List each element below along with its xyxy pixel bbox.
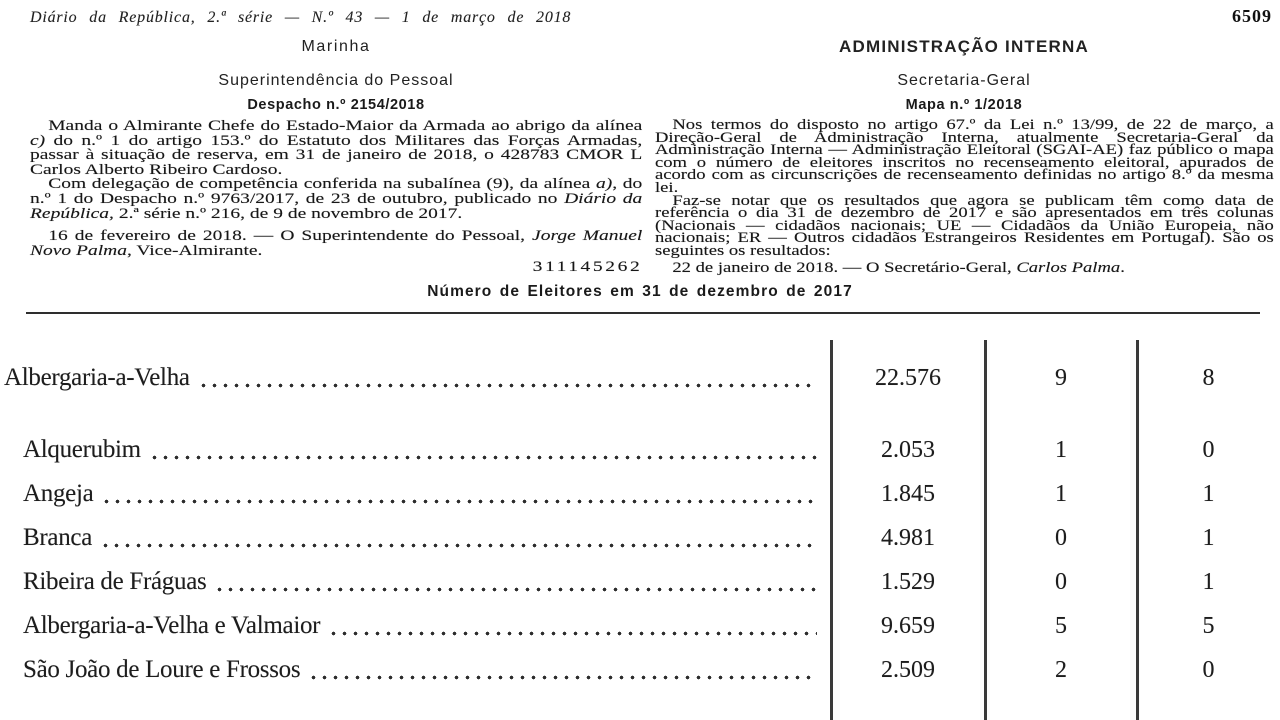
territory-name-cell [0, 568, 831, 596]
territory-name: Albergaria-a-Velha [4, 364, 190, 391]
doc-title-despacho: Despacho n.º 2154/2018 [247, 97, 425, 113]
nacionais-value: 4.981 [881, 524, 935, 551]
table-row [0, 472, 1280, 516]
paragraph: Nos termos do disposto no artigo 67.º da Lei n.º 13/99, de 22 de março, a Direção-Geral de Administração Interna, atualmente Secretaria-Geral da Administração Interna — Administração Eleitoral (SGAI-AE) faz público o mapa com o número de eleitores inscritos no recenseamento eleitoral, apurados de acordo com as circunscrições de recenseamento definidas no artigo 8.º da mesma lei. [655, 117, 1274, 196]
territory-name-cell [0, 436, 831, 464]
column-divider [1136, 340, 1139, 720]
right-body [655, 119, 1274, 274]
nacionais-value: 1.845 [881, 480, 935, 507]
paragraph: Manda o Almirante Chefe do Estado-Maior da Armada ao abrigo da alínea c) do n.º 1 do artigo 153.º do Estatuto dos Militares das Forças Armadas, passar à situação de reserva, em 31 de janeiro de 2018, o 428783 CMOR L Carlos Alberto Ribeiro Cardoso. [30, 118, 643, 178]
table-title: Número de Eleitores em 31 de dezembro de 2017 [427, 283, 853, 300]
territory-name: Ribeira de Fráguas [23, 568, 207, 595]
ue-value: 0 [1055, 568, 1067, 595]
nacionais-value: 22.576 [875, 364, 941, 391]
signature-line: 16 de fevereiro de 2018. — O Superintendente do Pessoal, Jorge Manuel Novo Palma, Vice-Almirante. [30, 228, 643, 259]
table-row [0, 356, 1280, 400]
ue-value: 1 [1055, 436, 1067, 463]
horizontal-rule [26, 312, 1260, 314]
signature-line: 22 de janeiro de 2018. — O Secretário-Geral, Carlos Palma. [672, 259, 1125, 276]
dot-leader [308, 675, 817, 680]
dot-leader [214, 587, 817, 592]
er-value: 1 [1202, 524, 1215, 551]
dot-leader [198, 383, 817, 388]
nacionais-value: 1.529 [881, 568, 935, 595]
page-number: 6509 [1232, 6, 1272, 26]
territory-name: São João de Loure e Frossos [23, 656, 301, 683]
nacionais-value: 2.053 [881, 436, 935, 463]
ue-value: 9 [1055, 364, 1067, 391]
ue-value: 0 [1055, 524, 1067, 551]
territory-name-cell [0, 524, 831, 552]
doc-title-mapa: Mapa n.º 1/2018 [905, 97, 1023, 113]
er-value: 0 [1202, 436, 1215, 463]
reference-number: 311145262 [532, 259, 643, 276]
ue-value: 1 [1055, 480, 1067, 507]
dot-leader [149, 455, 817, 460]
paragraph: Faz-se notar que os resultados que agora se publicam têm como data de referência o dia 31 de dezembro de 2017 e são apresentados em três colunas (Nacionais — cidadãos nacionais; UE — Cidadãos da União Europeia, não nacionais; ER — Outros cidadãos Estrangeiros Residentes em Portugal). São os seguintes os resultados: [655, 192, 1274, 259]
territory-name-cell [0, 480, 831, 508]
paragraph: Com delegação de competência conferida na subalínea (9), da alínea a), do n.º 1 do Despacho n.º 9763/2017, de 23 de outubro, publicado no Diário da República, 2.ª série n.º 216, de 9 de novembro de 2017. [30, 176, 643, 222]
left-body [30, 119, 642, 275]
section-heading-administracao-interna: ADMINISTRAÇÃO INTERNA [839, 37, 1089, 56]
nacionais-value: 9.659 [881, 612, 935, 639]
table-row [0, 604, 1280, 648]
electors-table [0, 340, 1280, 720]
ue-value: 2 [1055, 656, 1067, 683]
nacionais-value: 2.509 [881, 656, 935, 683]
territory-name-cell [0, 612, 831, 640]
territory-name: Angeja [23, 480, 94, 507]
territory-name-cell [0, 364, 831, 392]
table-row [0, 428, 1280, 472]
dot-leader [328, 631, 817, 636]
er-value: 8 [1202, 364, 1215, 391]
er-value: 1 [1202, 568, 1215, 595]
section-heading-marinha: Marinha [301, 38, 371, 55]
column-divider [830, 340, 833, 720]
department-heading-right: Secretaria-Geral [897, 72, 1031, 89]
dot-leader [100, 543, 817, 548]
column-divider [984, 340, 987, 720]
table-row [0, 648, 1280, 692]
masthead [30, 6, 1272, 27]
territory-name: Branca [23, 524, 92, 551]
ue-value: 5 [1055, 612, 1067, 639]
right-column [655, 38, 1273, 274]
er-value: 5 [1202, 612, 1215, 639]
territory-name: Alquerubim [23, 436, 141, 463]
dot-leader [101, 499, 817, 504]
left-column [30, 38, 642, 275]
table-row [0, 560, 1280, 604]
table-row [0, 516, 1280, 560]
department-heading-left: Superintendência do Pessoal [218, 72, 454, 89]
territory-name-cell [0, 656, 831, 684]
territory-name: Albergaria-a-Velha e Valmaior [23, 612, 321, 639]
er-value: 0 [1202, 656, 1215, 683]
er-value: 1 [1202, 480, 1215, 507]
journal-title: Diário da República, 2.ª série — N.º 43 — 1 de março de 2018 [30, 9, 572, 26]
